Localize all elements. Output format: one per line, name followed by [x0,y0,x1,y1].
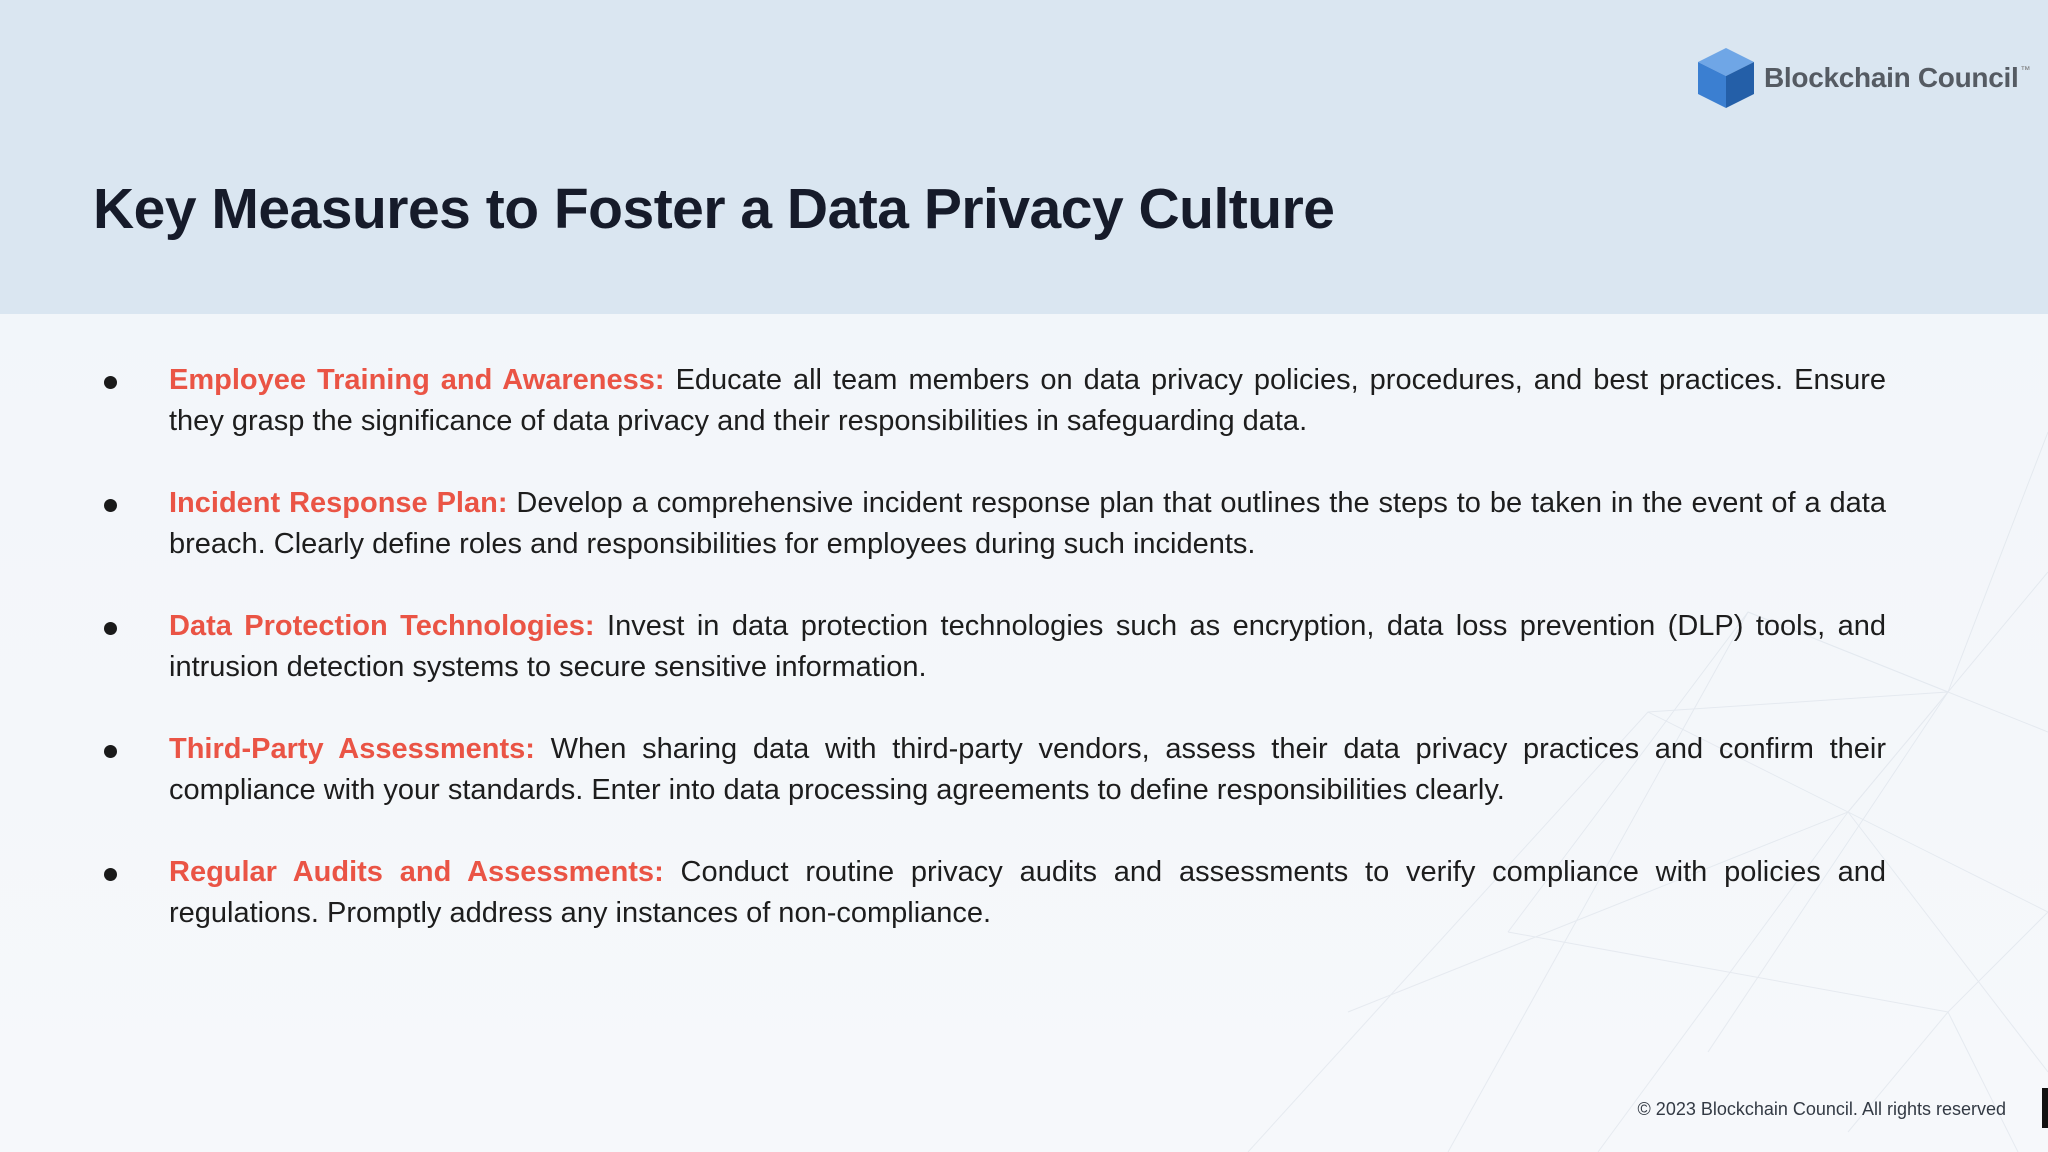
bullet-dot [104,868,117,881]
bullet-term: Incident Response Plan: [169,487,508,519]
copyright-footer: © 2023 Blockchain Council. All rights reserved [1637,1099,2006,1119]
list-item-data-protection [100,606,1886,688]
logo-wordmark: Blockchain Council [1764,62,2019,93]
list-item-third-party [100,729,1886,811]
bullet-dot [104,622,117,635]
edge-marker [2042,1088,2048,1128]
bullet-term: Data Protection Technologies: [169,610,595,642]
page-title: Key Measures to Foster a Data Privacy Culture [93,177,1335,241]
bullet-term: Third-Party Assessments: [169,733,535,765]
brand-logo [1696,46,2030,110]
bullet-dot [104,499,117,512]
list-item-incident-response [100,483,1886,565]
bullet-text: Conduct routine privacy audits and assessments to verify compliance with policies and regulations. Promptly address any instances of non-compliance. [169,856,1886,929]
bullet-term: Regular Audits and Assessments: [169,856,664,888]
bullet-text: When sharing data with third-party vendors, assess their data privacy practices and confirm their compliance with your standards. Enter into data processing agreements to define responsibilities clearly. [169,733,1886,806]
list-item-regular-audits [100,852,1886,934]
bullet-text: Develop a comprehensive incident response plan that outlines the steps to be taken in the event of a data breach. Clearly define roles and responsibilities for employees during such incidents. [169,487,1886,560]
bullet-dot [104,376,117,389]
bullet-text: Invest in data protection technologies such as encryption, data loss prevention (DLP) tools, and intrusion detection systems to secure sensitive information. [169,610,1886,683]
blue-cube-icon [1696,46,1756,110]
measures-list [100,360,1886,975]
logo-trademark: ™ [2020,65,2031,76]
list-item-employee-training [100,360,1886,442]
bullet-dot [104,745,117,758]
logo-text [1764,62,2030,94]
bullet-term: Employee Training and Awareness: [169,364,665,396]
bullet-text: Educate all team members on data privacy policies, procedures, and best practices. Ensure they grasp the significance of data privacy and their responsibilities in safeguarding data. [169,364,1887,437]
